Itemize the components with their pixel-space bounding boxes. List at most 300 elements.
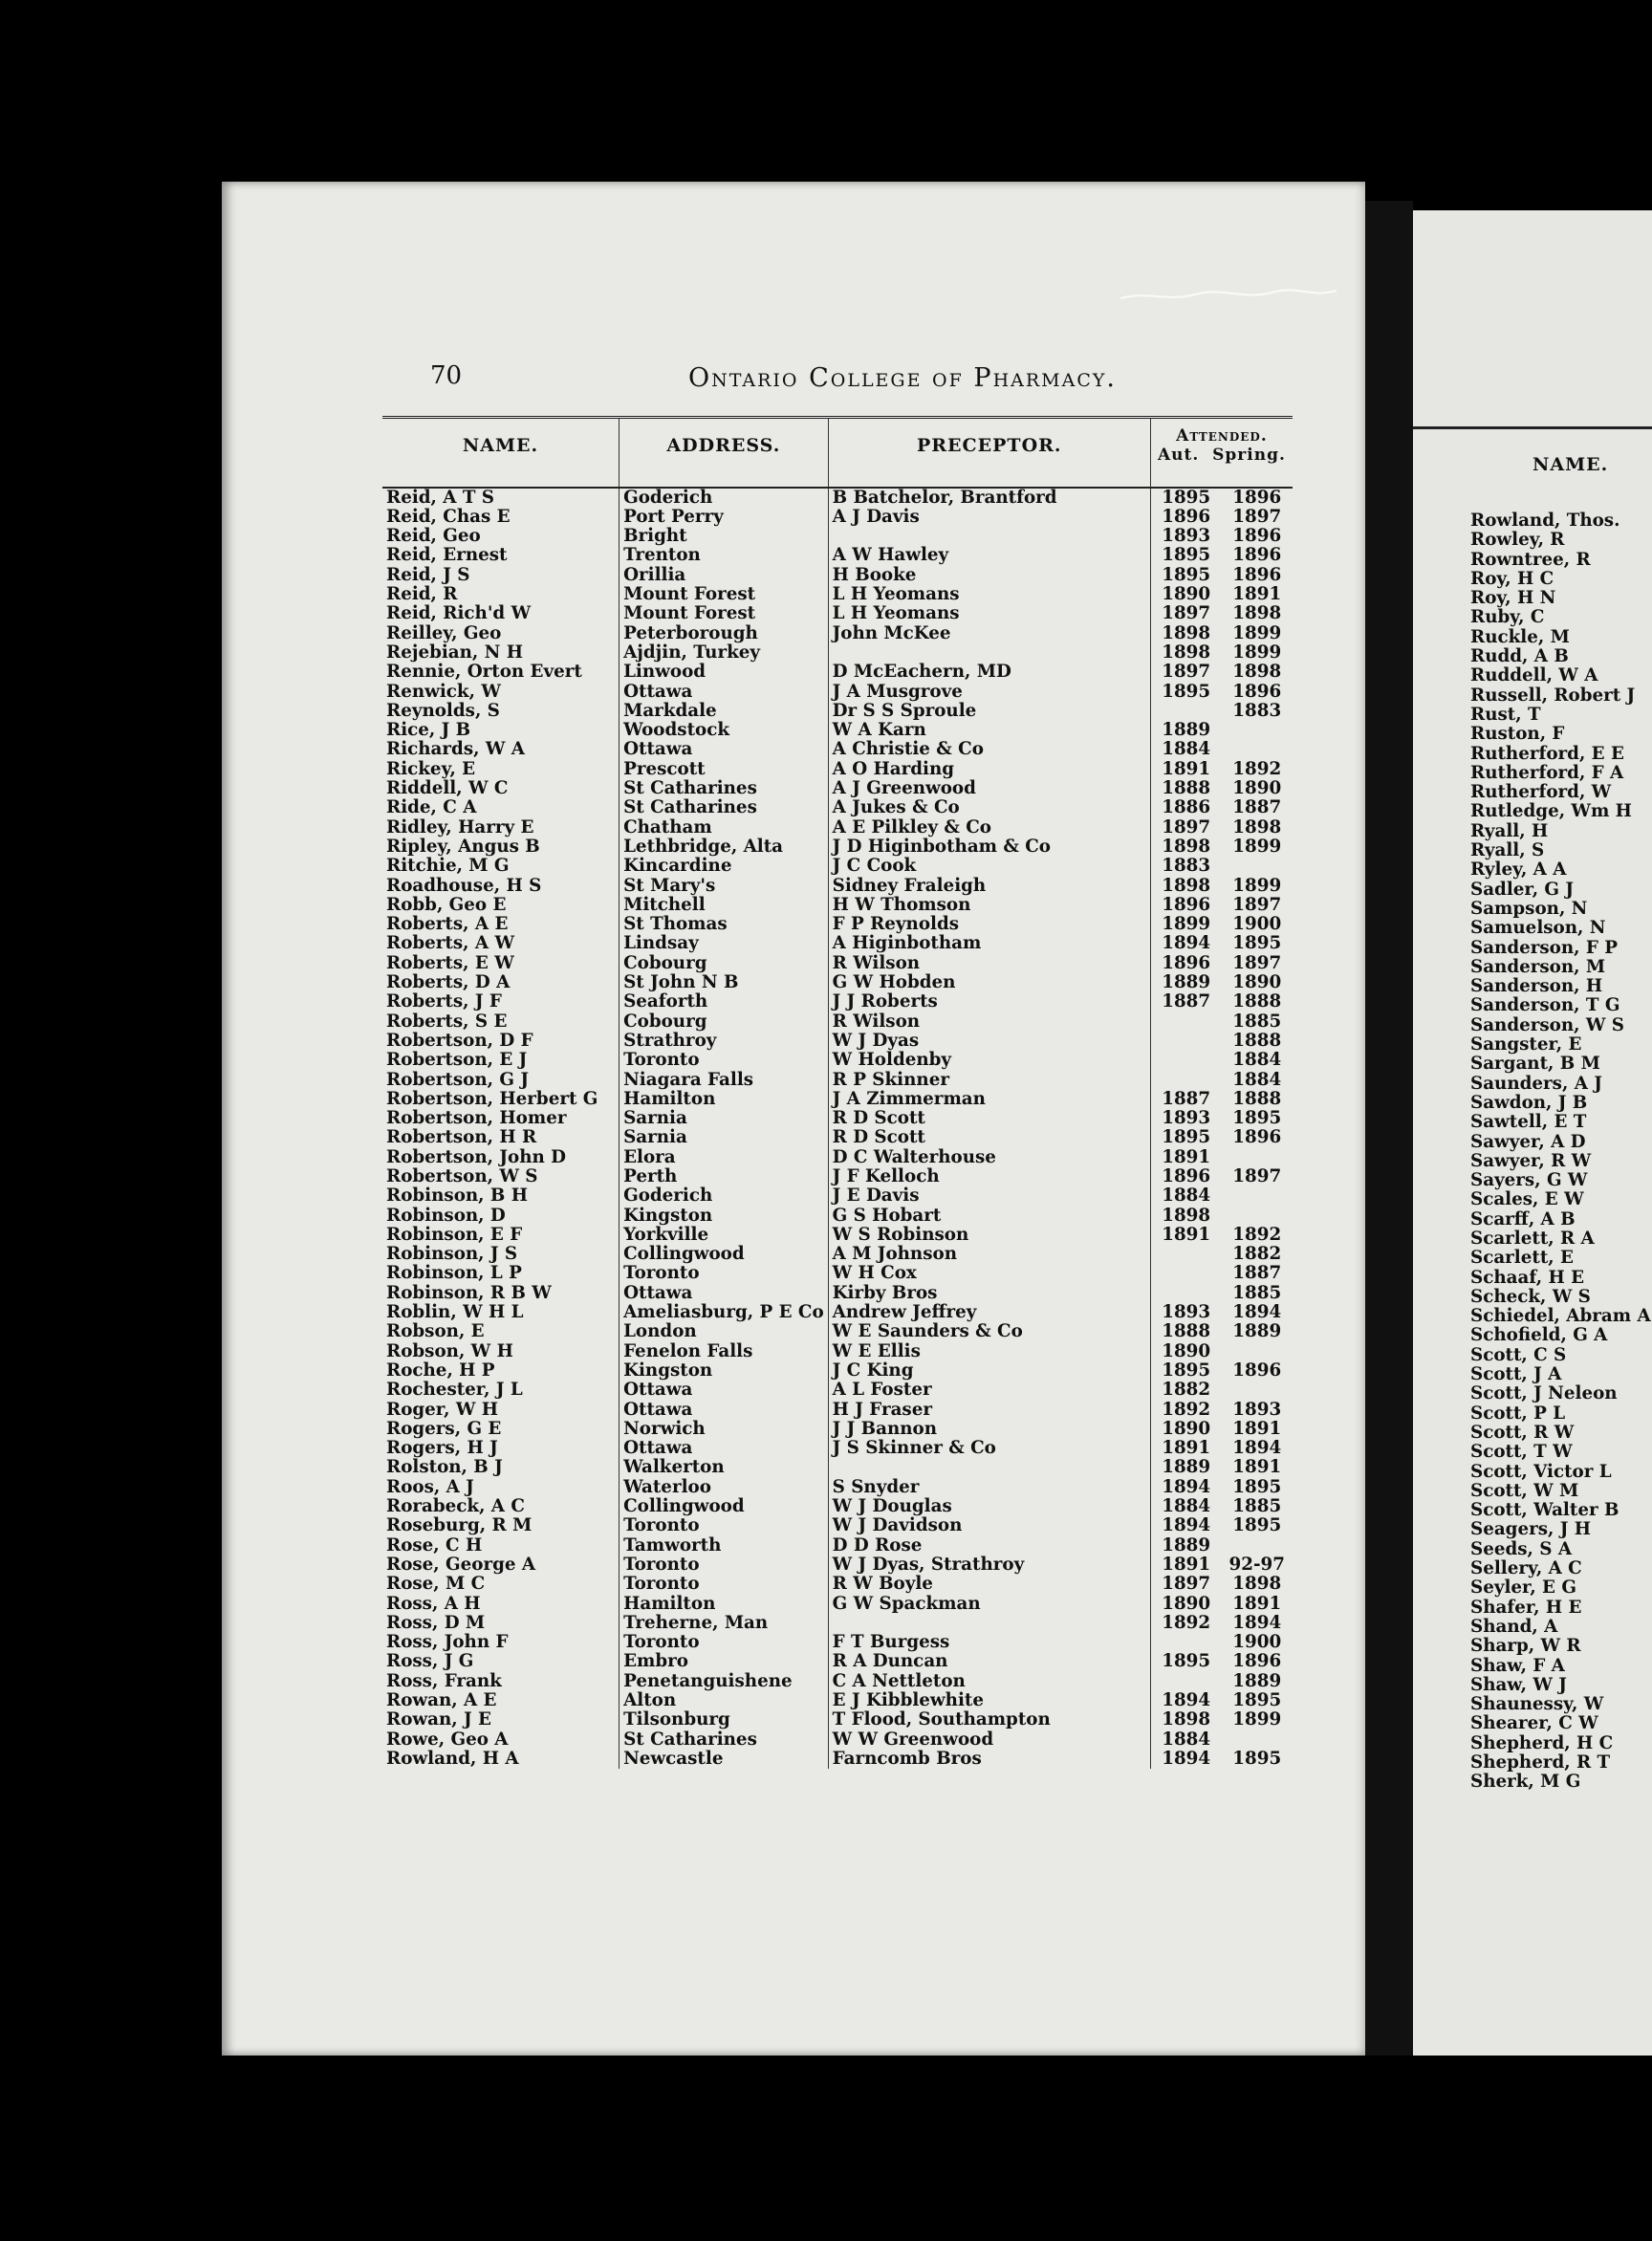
- spring-year-cell: 1891: [1232, 585, 1282, 605]
- right-name-item: Scott, R W: [1470, 1422, 1575, 1443]
- preceptor-cell: F T Burgess: [828, 1633, 1150, 1652]
- name-cell: Robertson, John D: [386, 1147, 567, 1167]
- page-number: 70: [430, 361, 463, 390]
- preceptor-cell: H J Fraser: [828, 1401, 1150, 1420]
- student-register-table: [382, 416, 1293, 1769]
- right-name-item: Scott, Walter B: [1470, 1500, 1619, 1521]
- name-cell: Rennie, Orton Evert: [386, 663, 582, 683]
- right-name-item: Ruston, F: [1470, 724, 1565, 745]
- address-cell: Prescott: [620, 760, 829, 779]
- spring-year-cell: 1897: [1232, 953, 1282, 973]
- name-cell: Rowan, J E: [386, 1710, 491, 1730]
- spring-year-cell: 1898: [1232, 604, 1282, 624]
- right-name-item: Schiedel, Abram A: [1470, 1306, 1651, 1327]
- table-row: [382, 1186, 1293, 1206]
- address-cell: Ottawa: [620, 740, 829, 759]
- autumn-year-cell: 1893: [1150, 1109, 1221, 1128]
- table-row: [382, 760, 1293, 779]
- address-cell: Linwood: [620, 663, 829, 682]
- name-cell: Rose, George A: [386, 1555, 536, 1575]
- name-cell: Robinson, J S: [386, 1245, 518, 1265]
- name-cell: Rowland, H A: [386, 1749, 519, 1769]
- address-cell: Goderich: [620, 488, 829, 508]
- autumn-year-cell: 1897: [1150, 604, 1221, 623]
- table-row: [382, 1342, 1293, 1361]
- preceptor-cell: A E Pilkley & Co: [828, 818, 1150, 838]
- table-row: [382, 1420, 1293, 1439]
- autumn-year-cell: [1150, 1284, 1221, 1303]
- name-cell: Rolston, B J: [386, 1458, 503, 1478]
- table-row: [382, 1090, 1293, 1109]
- preceptor-cell: W W Greenwood: [828, 1730, 1150, 1750]
- autumn-year-cell: [1150, 1672, 1221, 1691]
- right-name-item: Sayers, G W: [1470, 1170, 1588, 1191]
- preceptor-cell: H W Thomson: [828, 896, 1150, 915]
- right-name-item: Russell, Robert J: [1470, 685, 1636, 706]
- autumn-year-cell: 1884: [1150, 1186, 1221, 1206]
- name-cell: Rowe, Geo A: [386, 1730, 509, 1750]
- col-header-preceptor: PRECEPTOR.: [828, 418, 1150, 488]
- autumn-year-cell: 1889: [1150, 973, 1221, 992]
- autumn-year-cell: 1897: [1150, 1575, 1221, 1594]
- autumn-year-cell: 1882: [1150, 1381, 1221, 1400]
- preceptor-cell: W J Dyas: [828, 1032, 1150, 1051]
- spring-year-cell: 1894: [1232, 1303, 1282, 1323]
- address-cell: Lindsay: [620, 934, 829, 953]
- name-cell: Robertson, E J: [386, 1051, 528, 1071]
- right-name-item: Rutherford, W: [1470, 782, 1612, 803]
- table-row: [382, 1071, 1293, 1090]
- spring-year-cell: 1899: [1232, 837, 1282, 857]
- name-cell: Robertson, D F: [386, 1031, 533, 1051]
- address-cell: Elora: [620, 1148, 829, 1167]
- name-cell: Roberts, D A: [386, 973, 511, 993]
- table-row: [382, 643, 1293, 663]
- register-body: [382, 488, 1293, 1770]
- aut-label: Aut.: [1157, 446, 1200, 466]
- spring-label: Spring.: [1212, 446, 1286, 466]
- table-row: [382, 585, 1293, 604]
- name-cell: Rorabeck, A C: [386, 1497, 525, 1517]
- address-cell: Perth: [620, 1167, 829, 1186]
- table-row: [382, 934, 1293, 953]
- table-row: [382, 663, 1293, 682]
- name-cell: Roger, W H: [386, 1400, 498, 1420]
- right-name-item: Scarlett, E: [1470, 1248, 1574, 1269]
- right-name-item: Scott, W M: [1470, 1480, 1579, 1501]
- address-cell: St Mary's: [620, 877, 829, 896]
- preceptor-cell: J S Skinner & Co: [828, 1439, 1150, 1458]
- table-row: [382, 1109, 1293, 1128]
- col-header-address: ADDRESS.: [620, 418, 829, 488]
- right-name-item: Rudd, A B: [1470, 646, 1569, 667]
- name-cell: Robertson, G J: [386, 1070, 530, 1090]
- address-cell: Woodstock: [620, 721, 829, 740]
- preceptor-cell: W E Ellis: [828, 1342, 1150, 1361]
- right-name-item: Ryley, A A: [1470, 859, 1567, 881]
- spring-year-cell: 1896: [1232, 487, 1282, 508]
- name-cell: Ride, C A: [386, 798, 477, 818]
- spring-year-cell: 1888: [1232, 1031, 1282, 1051]
- address-cell: Tilsonburg: [620, 1710, 829, 1730]
- table-row: [382, 624, 1293, 643]
- name-cell: Robson, E: [386, 1322, 485, 1342]
- table-row: [382, 992, 1293, 1012]
- spring-year-cell: 1891: [1232, 1419, 1282, 1439]
- address-cell: Toronto: [620, 1633, 829, 1652]
- right-name-item: Sangster, E: [1470, 1034, 1582, 1055]
- right-name-item: Scott, J A: [1470, 1364, 1562, 1385]
- name-cell: Roblin, W H L: [386, 1303, 524, 1323]
- name-cell: Reynolds, S: [386, 701, 500, 721]
- name-cell: Reilley, Geo: [386, 623, 502, 643]
- autumn-year-cell: 1892: [1150, 1401, 1221, 1420]
- autumn-year-cell: 1895: [1150, 546, 1221, 565]
- address-cell: Hamilton: [620, 1595, 829, 1614]
- right-name-item: Rust, T: [1470, 704, 1541, 725]
- address-cell: Kincardine: [620, 857, 829, 876]
- table-row: [382, 1439, 1293, 1458]
- address-cell: Kingston: [620, 1207, 829, 1226]
- table-row: [382, 546, 1293, 565]
- autumn-year-cell: 1891: [1150, 1148, 1221, 1167]
- name-cell: Robinson, B H: [386, 1186, 528, 1207]
- autumn-year-cell: 1897: [1150, 663, 1221, 682]
- autumn-year-cell: 1894: [1150, 1691, 1221, 1710]
- preceptor-cell: R D Scott: [828, 1109, 1150, 1128]
- spring-year-cell: 1900: [1232, 1633, 1282, 1653]
- spring-year-cell: 1889: [1232, 1322, 1282, 1342]
- address-cell: Penetanguishene: [620, 1672, 829, 1691]
- col-header-name: NAME.: [382, 418, 620, 488]
- preceptor-cell: W S Robinson: [828, 1226, 1150, 1245]
- address-cell: Collingwood: [620, 1245, 829, 1264]
- right-name-item: Shearer, C W: [1470, 1713, 1598, 1734]
- spring-year-cell: 1885: [1232, 1012, 1282, 1032]
- autumn-year-cell: 1884: [1150, 740, 1221, 759]
- right-name-item: Shaunessy, W: [1470, 1694, 1604, 1715]
- right-name-item: Schofield, G A: [1470, 1325, 1608, 1346]
- address-cell: Mount Forest: [620, 604, 829, 623]
- name-cell: Robinson, E F: [386, 1225, 523, 1245]
- spring-year-cell: 1893: [1232, 1400, 1282, 1420]
- right-name-item: Roy, H N: [1470, 588, 1556, 609]
- name-cell: Rose, M C: [386, 1575, 486, 1595]
- autumn-year-cell: 1898: [1150, 1710, 1221, 1730]
- name-cell: Rochester, J L: [386, 1381, 523, 1401]
- table-row: [382, 721, 1293, 740]
- address-cell: Yorkville: [620, 1226, 829, 1245]
- preceptor-cell: W J Douglas: [828, 1497, 1150, 1516]
- right-name-item: Shand, A: [1470, 1616, 1558, 1637]
- right-name-item: Sanderson, F P: [1470, 937, 1618, 958]
- spring-year-cell: 1899: [1232, 642, 1282, 663]
- preceptor-cell: C A Nettleton: [828, 1672, 1150, 1691]
- autumn-year-cell: 1894: [1150, 1478, 1221, 1497]
- table-row: [382, 527, 1293, 546]
- right-name-item: Scott, C S: [1470, 1344, 1567, 1365]
- name-cell: Robinson, R B W: [386, 1283, 552, 1303]
- table-row: [382, 1226, 1293, 1245]
- address-cell: London: [620, 1322, 829, 1341]
- autumn-year-cell: 1887: [1150, 992, 1221, 1012]
- right-name-item: Scott, P L: [1470, 1403, 1566, 1424]
- autumn-year-cell: 1894: [1150, 1516, 1221, 1535]
- table-row: [382, 1401, 1293, 1420]
- preceptor-cell: W J Davidson: [828, 1516, 1150, 1535]
- address-cell: Toronto: [620, 1264, 829, 1283]
- name-cell: Roche, H P: [386, 1360, 495, 1381]
- spring-year-cell: [1221, 857, 1293, 876]
- address-cell: Newcastle: [620, 1750, 829, 1769]
- autumn-year-cell: 1895: [1150, 1361, 1221, 1381]
- preceptor-cell: A J Greenwood: [828, 779, 1150, 798]
- spring-year-cell: 1895: [1232, 1477, 1282, 1497]
- table-row: [382, 818, 1293, 838]
- preceptor-cell: R Wilson: [828, 954, 1150, 973]
- address-cell: Toronto: [620, 1516, 829, 1535]
- preceptor-cell: G W Hobden: [828, 973, 1150, 992]
- autumn-year-cell: 1887: [1150, 1090, 1221, 1109]
- name-cell: Ross, John F: [386, 1633, 509, 1653]
- name-cell: Richards, W A: [386, 740, 525, 760]
- autumn-year-cell: 1898: [1150, 624, 1221, 643]
- preceptor-cell: A L Foster: [828, 1381, 1150, 1400]
- autumn-year-cell: 1895: [1150, 488, 1221, 508]
- right-header-rule: [1413, 426, 1652, 429]
- table-row: [382, 1478, 1293, 1497]
- autumn-year-cell: 1889: [1150, 1536, 1221, 1556]
- table-row: [382, 1381, 1293, 1400]
- preceptor-cell: J C Cook: [828, 857, 1150, 876]
- address-cell: Ottawa: [620, 1284, 829, 1303]
- spring-year-cell: 1898: [1232, 663, 1282, 683]
- name-cell: Robertson, W S: [386, 1166, 538, 1186]
- spring-year-cell: 1884: [1232, 1051, 1282, 1071]
- running-title: Ontario College of Pharmacy.: [688, 363, 1117, 393]
- address-cell: St Catharines: [620, 798, 829, 817]
- table-row: [382, 896, 1293, 915]
- right-name-item: Sanderson, M: [1470, 956, 1606, 977]
- right-name-item: Rowley, R: [1470, 530, 1565, 551]
- name-cell: Reid, Geo: [386, 527, 481, 547]
- name-cell: Rickey, E: [386, 759, 476, 779]
- table-row: [382, 1322, 1293, 1341]
- address-cell: Seaforth: [620, 992, 829, 1012]
- preceptor-cell: H Booke: [828, 566, 1150, 585]
- spring-year-cell: 1899: [1232, 623, 1282, 643]
- spring-year-cell: [1221, 1186, 1293, 1206]
- name-cell: Robinson, L P: [386, 1264, 522, 1284]
- right-name-item: Sadler, G J: [1470, 879, 1575, 900]
- spring-year-cell: 1885: [1232, 1497, 1282, 1517]
- name-cell: Reid, Rich'd W: [386, 604, 532, 624]
- spring-year-cell: 1884: [1232, 1070, 1282, 1090]
- right-name-item: Saunders, A J: [1470, 1073, 1602, 1094]
- table-row: [382, 740, 1293, 759]
- right-name-item: Ryall, S: [1470, 840, 1545, 861]
- table-row: [382, 488, 1293, 508]
- name-cell: Reid, R: [386, 585, 458, 605]
- address-cell: Fenelon Falls: [620, 1342, 829, 1361]
- right-name-item: Scales, E W: [1470, 1189, 1584, 1210]
- preceptor-cell: R D Scott: [828, 1128, 1150, 1147]
- right-name-item: Scott, Victor L: [1470, 1461, 1612, 1482]
- preceptor-cell: [828, 1614, 1150, 1633]
- preceptor-cell: [828, 643, 1150, 663]
- spring-year-cell: 1888: [1232, 992, 1282, 1012]
- spring-year-cell: 1895: [1232, 1749, 1282, 1769]
- name-cell: Rowan, A E: [386, 1691, 497, 1710]
- table-row: [382, 857, 1293, 876]
- spring-year-cell: 1896: [1232, 1652, 1282, 1672]
- autumn-year-cell: 1883: [1150, 857, 1221, 876]
- right-name-item: Scheck, W S: [1470, 1286, 1591, 1307]
- preceptor-cell: [828, 1458, 1150, 1477]
- right-name-list: [1470, 511, 1651, 1793]
- right-name-item: Sherk, M G: [1470, 1772, 1581, 1793]
- spring-year-cell: 1885: [1232, 1283, 1282, 1303]
- autumn-year-cell: 1898: [1150, 877, 1221, 896]
- address-cell: Mount Forest: [620, 585, 829, 604]
- autumn-year-cell: [1150, 1032, 1221, 1051]
- preceptor-cell: W J Dyas, Strathroy: [828, 1556, 1150, 1575]
- right-name-item: Shafer, H E: [1470, 1597, 1582, 1618]
- name-cell: Ross, Frank: [386, 1671, 502, 1691]
- right-name-item: Sawdon, J B: [1470, 1092, 1588, 1113]
- attended-subheaders: [1153, 446, 1291, 465]
- autumn-year-cell: 1898: [1150, 1207, 1221, 1226]
- preceptor-cell: W H Cox: [828, 1264, 1150, 1283]
- autumn-year-cell: [1150, 1633, 1221, 1652]
- spring-year-cell: 1897: [1232, 895, 1282, 915]
- preceptor-cell: R P Skinner: [828, 1071, 1150, 1090]
- table-row: [382, 1614, 1293, 1633]
- autumn-year-cell: 1896: [1150, 896, 1221, 915]
- autumn-year-cell: 1891: [1150, 1439, 1221, 1458]
- address-cell: Walkerton: [620, 1458, 829, 1477]
- preceptor-cell: A Higinbotham: [828, 934, 1150, 953]
- address-cell: Markdale: [620, 702, 829, 721]
- spring-year-cell: 1887: [1232, 1264, 1282, 1284]
- preceptor-cell: Sidney Fraleigh: [828, 877, 1150, 896]
- spring-year-cell: 1895: [1232, 1691, 1282, 1710]
- address-cell: Hamilton: [620, 1090, 829, 1109]
- autumn-year-cell: 1895: [1150, 1128, 1221, 1147]
- autumn-year-cell: [1150, 702, 1221, 721]
- preceptor-cell: G W Spackman: [828, 1595, 1150, 1614]
- right-name-item: Sanderson, T G: [1470, 995, 1620, 1016]
- pen-scratch-mark: [1119, 287, 1338, 306]
- right-name-item: Roy, H C: [1470, 568, 1554, 589]
- spring-year-cell: [1221, 1148, 1293, 1167]
- address-cell: St Catharines: [620, 1730, 829, 1750]
- table-row: [382, 1497, 1293, 1516]
- table-row: [382, 877, 1293, 896]
- table-row: [382, 1264, 1293, 1283]
- table-row: [382, 1750, 1293, 1769]
- name-cell: Rogers, H J: [386, 1439, 498, 1459]
- autumn-year-cell: 1899: [1150, 915, 1221, 934]
- name-cell: Rice, J B: [386, 721, 471, 741]
- spring-year-cell: 1896: [1232, 1360, 1282, 1381]
- right-name-item: Ruckle, M: [1470, 626, 1570, 647]
- name-cell: Ross, A H: [386, 1594, 481, 1614]
- name-cell: Robertson, H R: [386, 1128, 537, 1148]
- name-cell: Ripley, Angus B: [386, 837, 540, 857]
- autumn-year-cell: 1884: [1150, 1730, 1221, 1750]
- name-cell: Robson, W H: [386, 1341, 513, 1361]
- preceptor-cell: Dr S S Sproule: [828, 702, 1150, 721]
- right-name-item: Ryall, H: [1470, 820, 1549, 841]
- address-cell: Embro: [620, 1652, 829, 1671]
- autumn-year-cell: [1150, 1245, 1221, 1264]
- table-row: [382, 1012, 1293, 1032]
- spring-year-cell: 1896: [1232, 546, 1282, 566]
- address-cell: Toronto: [620, 1575, 829, 1594]
- preceptor-cell: J F Kelloch: [828, 1167, 1150, 1186]
- autumn-year-cell: 1897: [1150, 818, 1221, 838]
- preceptor-cell: W E Saunders & Co: [828, 1322, 1150, 1341]
- autumn-year-cell: 1895: [1150, 566, 1221, 585]
- table-row: [382, 1672, 1293, 1691]
- right-name-item: Sargant, B M: [1470, 1054, 1600, 1075]
- autumn-year-cell: 1893: [1150, 527, 1221, 546]
- right-name-item: Shaw, F A: [1470, 1655, 1565, 1676]
- spring-year-cell: [1221, 1207, 1293, 1226]
- address-cell: St Catharines: [620, 779, 829, 798]
- table-row: [382, 1245, 1293, 1264]
- name-cell: Ross, J G: [386, 1652, 474, 1672]
- spring-year-cell: 1899: [1232, 1710, 1282, 1730]
- spring-year-cell: [1221, 1536, 1293, 1556]
- spring-year-cell: 1890: [1232, 973, 1282, 993]
- spring-year-cell: 1899: [1232, 876, 1282, 896]
- spring-year-cell: [1221, 1730, 1293, 1750]
- right-name-item: Sanderson, H: [1470, 976, 1603, 997]
- preceptor-cell: J A Zimmerman: [828, 1090, 1150, 1109]
- name-cell: Reid, Chas E: [386, 507, 511, 527]
- address-cell: Ottawa: [620, 1439, 829, 1458]
- table-row: [382, 1051, 1293, 1070]
- table-row: [382, 798, 1293, 817]
- right-name-item: Sanderson, W S: [1470, 1014, 1624, 1035]
- right-page: [1413, 210, 1652, 2056]
- spring-year-cell: [1221, 721, 1293, 740]
- spring-year-cell: 1898: [1232, 1575, 1282, 1595]
- preceptor-cell: L H Yeomans: [828, 585, 1150, 604]
- name-cell: Roberts, S E: [386, 1012, 508, 1032]
- preceptor-cell: W A Karn: [828, 721, 1150, 740]
- table-header-row: [382, 418, 1293, 488]
- table-row: [382, 566, 1293, 585]
- name-cell: Riddell, W C: [386, 779, 509, 799]
- table-row: [382, 838, 1293, 857]
- autumn-year-cell: 1891: [1150, 1556, 1221, 1575]
- autumn-year-cell: 1893: [1150, 1303, 1221, 1322]
- autumn-year-cell: 1889: [1150, 721, 1221, 740]
- table-row: [382, 1730, 1293, 1750]
- preceptor-cell: R W Boyle: [828, 1575, 1150, 1594]
- table-row: [382, 1284, 1293, 1303]
- preceptor-cell: G S Hobart: [828, 1207, 1150, 1226]
- right-name-item: Sawyer, A D: [1470, 1131, 1586, 1152]
- table-row: [382, 1536, 1293, 1556]
- address-cell: Orillia: [620, 566, 829, 585]
- right-name-item: Sharp, W R: [1470, 1636, 1581, 1657]
- address-cell: Trenton: [620, 546, 829, 565]
- name-cell: Reid, Ernest: [386, 546, 508, 566]
